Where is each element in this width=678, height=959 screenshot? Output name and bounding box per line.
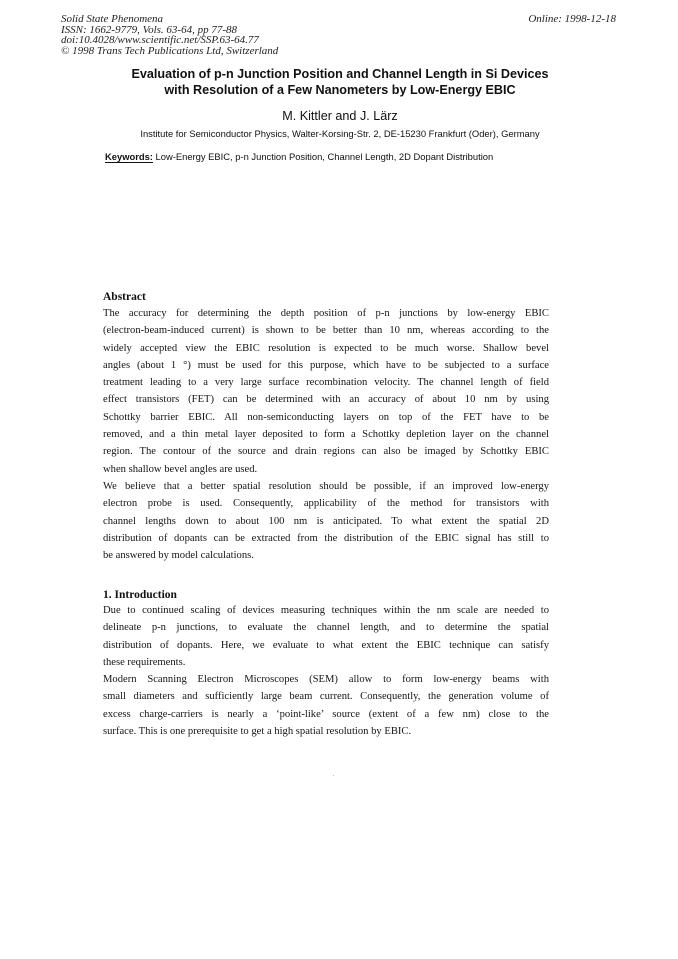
abstract-line: region. The contour of the source and drain regions can also be imaged by Schottky EBIC [103,446,549,458]
abstract-line: when shallow bevel angles are used. [103,463,258,475]
abstract-line: distribution of dopants can be extracted from the distribution of the EBIC signal has still to [103,532,549,544]
introduction-line: Modern Scanning Electron Microscopes (SEM) allow to form low-energy beams with [103,674,549,686]
paper-title [60,66,620,98]
doi-line: doi:10.4028/www.scientific.net/SSP.63-64.77 [61,34,259,46]
abstract-line: (electron-beam-induced current) is shown to be better than 10 nm, whereas according to the [103,325,549,337]
publication-meta [61,14,278,56]
abstract-body [103,305,549,564]
introduction-line: Due to continued scaling of devices measuring techniques within the nm scale are needed to [103,605,549,616]
copyright-line: © 1998 Trans Tech Publications Ltd, Switzerland [61,44,279,57]
abstract-line: The accuracy for determining the depth position of p-n junctions by low-energy EBIC [103,308,549,319]
introduction-line: delineate p-n junctions, to evaluate the channel length, and to determine the spatial [103,622,549,634]
abstract-line: widely accepted view the EBIC resolution is expected to be much worse. Shallow bevel [103,342,549,354]
abstract-line: removed, and a thin metal layer deposited to form a Schottky depletion layer on the channel [103,429,549,441]
abstract-line: treatment leading to a very large surface recombination velocity. The channel length of field [103,377,549,389]
online-date: Online: 1998-12-18 [528,13,616,25]
abstract-line: channel lengths down to about 100 nm is anticipated. To what extent the spatial 2D [103,515,549,527]
introduction-body [103,602,549,740]
introduction-line: surface. This is one prerequisite to get a high spatial resolution by EBIC. [103,726,412,738]
keywords-text: Low-Energy EBIC, p-n Junction Position, Channel Length, 2D Dopant Distribution [152,151,494,162]
title-line-1: Evaluation of p-n Junction Position and Channel Length in Si Devices [131,67,549,81]
abstract-heading: Abstract [103,291,146,303]
keywords-label: Keywords: [105,151,153,162]
issn-line: ISSN: 1662-9779, Vols. 63-64, pp 77-88 [61,23,237,36]
abstract-line: We believe that a better spatial resolution should be possible, if an improved low-energy [103,480,549,492]
introduction-line: these requirements. [103,656,186,668]
abstract-line: effect transistors (FET) can be determined with an accuracy of about 10 nm by using [103,394,549,406]
abstract-line: electron probe is used. Consequently, applicability of the method for transistors with [103,498,549,510]
title-line-2: with Resolution of a Few Nanometers by Low-Energy EBIC [164,83,516,97]
authors: M. Kittler and J. Lärz [282,109,398,123]
scan-speck [333,775,334,776]
introduction-line: distribution of dopants. Here, we evaluate to what extent the EBIC technique can satisfy [103,639,549,651]
introduction-heading: 1. Introduction [103,589,177,601]
introduction-line: small diameters and sufficiently large beam current. Consequently, the generation volume of [103,691,549,703]
abstract-line: angles (about 1 °) must be used for this purpose, which have to be subjected to a surface [103,359,549,371]
keywords [105,151,493,163]
introduction-line: excess charge-carriers is nearly a ‘point-like’ source (extent of a few nm) close to the [103,708,549,720]
journal-name: Solid State Phenomena [61,13,164,25]
affiliation: Institute for Semiconductor Physics, Walter-Korsing-Str. 2, DE-15230 Frankfurt (Oder), Germany [140,128,540,139]
abstract-line: Schottky barrier EBIC. All non-semiconducting layers on top of the FET have to be [103,411,549,423]
abstract-line: be answered by model calculations. [103,550,254,562]
